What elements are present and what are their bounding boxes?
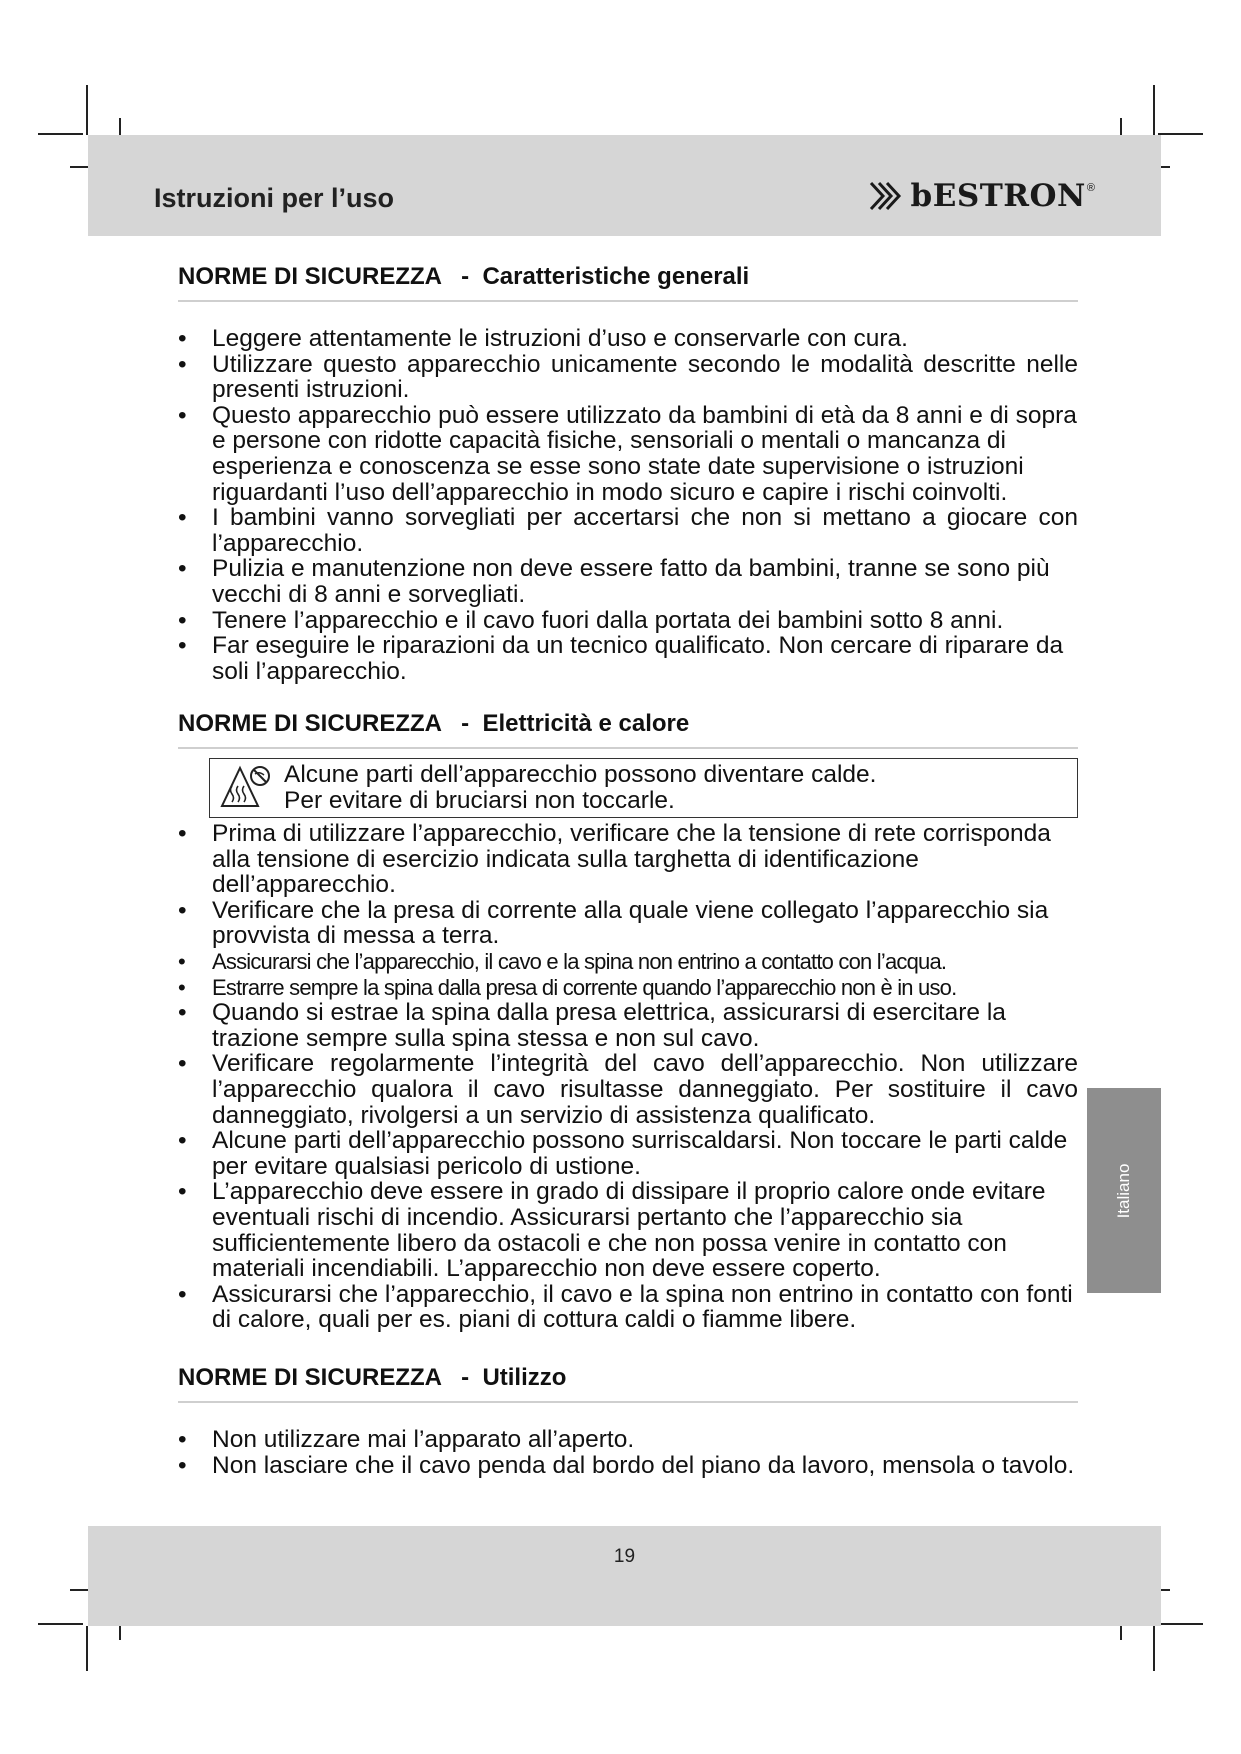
warning-box [209,758,1078,818]
section-heading: NORME DI SICUREZZA - Caratteristiche generali [178,263,1078,302]
list-item: • Verificare che la presa di corrente alla quale viene collegato l’apparecchio sia provvista di messa a terra. [178,898,1078,949]
list-item: • Utilizzare questo apparecchio unicamente secondo le modalità descritte nelle presenti istruzioni. [178,352,1078,403]
list-item: • Assicurarsi che l’apparecchio, il cavo e la spina non entrino in contatto con fonti di calore, quali per es. piani di cottura caldi o fiamme libere. [178,1282,1078,1333]
brand-name: bESTRON [910,178,1086,214]
document-title: Istruzioni per l’uso [154,183,395,213]
section-general [178,263,1078,684]
list-item: • Assicurarsi che l’apparecchio, il cavo e la spina non entrino a contatto con l’acqua. [178,949,1078,975]
list-item: • Leggere attentamente le istruzioni d’uso e conservarle con cura. [178,326,1078,352]
crop-mark [38,1623,83,1625]
list-item: • Quando si estrae la spina dalla presa elettrica, assicurarsi di esercitare la trazione sempre sulla spina stessa e non sul cavo. [178,1000,1078,1051]
warning-line: Per evitare di bruciarsi non toccarle. [284,786,675,814]
bullet-list [178,1427,1078,1478]
crop-mark [86,85,88,135]
section-heading: NORME DI SICUREZZA - Elettricità e calore [178,710,1078,749]
page-number: 19 [613,1546,636,1567]
footer-band [88,1526,1161,1626]
brand-chevron-icon [869,181,907,211]
warning-line: Alcune parti dell’apparecchio possono diventare calde. [284,761,877,788]
crop-mark [1153,85,1155,135]
list-item: • Questo apparecchio può essere utilizzato da bambini di età da 8 anni e di sopra e persone con ridotte capacità fisiche, sensoriali o mentali o mancanza di esperienza e conoscenza se esse sono state date supervisione o istruzioni riguardanti l’uso dell’apparecchio in modo sicuro e capire i rischi coinvolti. [178,403,1078,505]
list-item: • Far eseguire le riparazioni da un tecnico qualificato. Non cercare di riparare da soli l’apparecchio. [178,633,1078,684]
list-item: • Estrarre sempre la spina dalla presa di corrente quando l’apparecchio non è in uso. [178,975,1078,1001]
list-item: • Prima di utilizzare l’apparecchio, verificare che la tensione di rete corrisponda alla tensione di esercizio indicata sulla targhetta di identificazione dell’apparecchio. [178,821,1078,898]
crop-mark [86,1626,88,1671]
crop-mark [1158,1623,1203,1625]
crop-mark [1153,1626,1155,1671]
section-usage [178,1364,1078,1478]
bullet-list [178,821,1078,1333]
list-item: • Non utilizzare mai l’apparato all’aperto. [178,1427,1078,1453]
brand-registered-mark: ® [1086,182,1095,194]
language-tab [1087,1088,1161,1293]
list-item: • Non lasciare che il cavo penda dal bordo del piano da lavoro, mensola o tavolo. [178,1453,1078,1479]
list-item: • I bambini vanno sorvegliati per accertarsi che non si mettano a giocare con l’apparecchio. [178,505,1078,556]
crop-mark [38,133,83,135]
crop-mark [1158,133,1203,135]
section-electricity-heat [178,710,1078,1333]
bullet-list [178,326,1078,684]
list-item: • L’apparecchio deve essere in grado di dissipare il proprio calore onde evitare eventuali rischi di incendio. Assicurarsi pertanto che l’apparecchio sia sufficientemente libero da ostacoli e che non possa venire in contatto con materiali incendiabili. L’apparecchio non deve essere coperto. [178,1179,1078,1281]
brand-logo [869,178,1095,214]
list-item: • Tenere l’apparecchio e il cavo fuori dalla portata dei bambini sotto 8 anni. [178,608,1078,634]
list-item: • Pulizia e manutenzione non deve essere fatto da bambini, tranne se sono più vecchi di 8 anni e sorvegliati. [178,556,1078,607]
warning-text [284,762,876,813]
hot-surface-icon [220,764,272,810]
list-item: • Alcune parti dell’apparecchio possono surriscaldarsi. Non toccare le parti calde per evitare qualsiasi pericolo di ustione. [178,1128,1078,1179]
section-heading: NORME DI SICUREZZA - Utilizzo [178,1364,1078,1403]
list-item: • Verificare regolarmente l’integrità del cavo dell’apparecchio. Non utilizzare l’apparecchio qualora il cavo risultasse danneggiato. Per sostituire il cavo danneggiato, rivolgersi a un servizio di assistenza qualificato. [178,1051,1078,1128]
language-label: Italiano [1114,1163,1133,1218]
header-band [88,135,1161,236]
